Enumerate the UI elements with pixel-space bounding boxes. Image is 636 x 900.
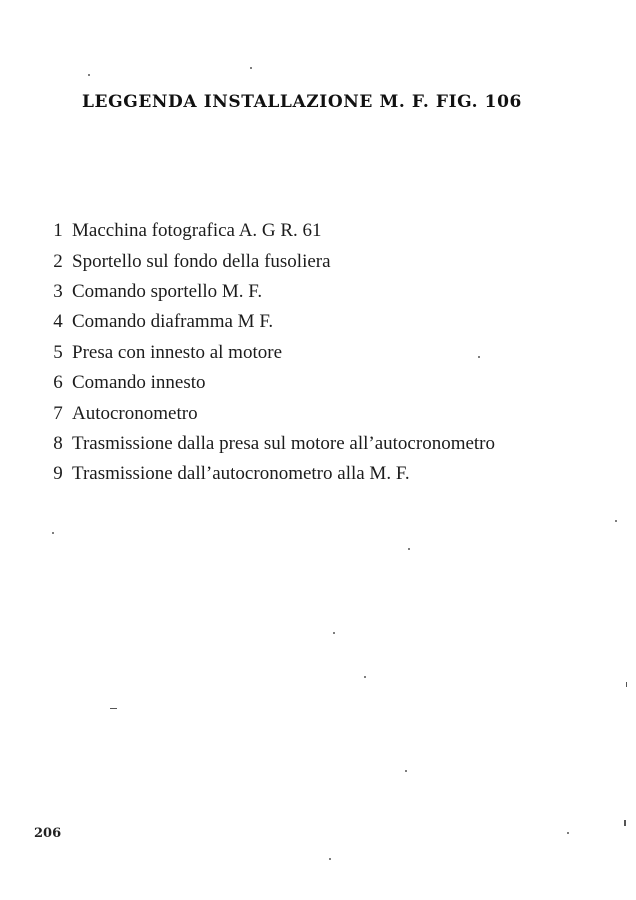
item-number: 6	[53, 372, 63, 394]
legend-item	[44, 459, 604, 489]
scan-speck	[329, 858, 331, 860]
item-text: Macchina fotografica A. G R. 61	[72, 220, 322, 242]
item-text: Sportello sul fondo della fusoliera	[72, 250, 331, 272]
page-number: 206	[34, 826, 62, 841]
item-text: Trasmissione dall’autocronometro alla M. F.	[72, 463, 410, 485]
scan-speck	[110, 708, 117, 709]
item-text: Comando innesto	[72, 372, 206, 394]
scan-speck	[250, 67, 252, 69]
item-number: 3	[53, 280, 63, 302]
scan-speck	[478, 356, 480, 358]
item-number: 7	[53, 402, 63, 424]
legend-item	[44, 216, 604, 246]
item-number: 5	[53, 341, 63, 363]
scan-speck	[626, 682, 627, 687]
scan-speck	[567, 832, 569, 834]
legend-title: LEGGENDA INSTALLAZIONE M. F. FIG. 106	[82, 92, 522, 112]
scan-speck	[615, 520, 617, 522]
legend-item	[44, 307, 604, 337]
legend-list	[44, 216, 604, 490]
scan-speck	[408, 548, 410, 550]
scan-speck	[364, 676, 366, 678]
scan-speck	[624, 820, 626, 826]
item-number: 4	[53, 311, 63, 333]
item-text: Trasmissione dalla presa sul motore all’autocronometro	[72, 432, 496, 454]
legend-item	[44, 277, 604, 307]
item-number: 2	[53, 250, 63, 272]
item-text: Comando diaframma M F.	[72, 311, 274, 333]
legend-item	[44, 429, 604, 459]
item-text: Autocronometro	[72, 402, 198, 424]
item-text: Comando sportello M. F.	[72, 280, 263, 302]
scan-speck	[333, 632, 335, 634]
item-number: 1	[53, 220, 63, 242]
legend-item	[44, 246, 604, 276]
item-number: 8	[53, 432, 63, 454]
legend-item	[44, 398, 604, 428]
item-text: Presa con innesto al motore	[72, 341, 283, 363]
legend-item	[44, 368, 604, 398]
scan-speck	[405, 770, 407, 772]
scan-speck	[52, 532, 54, 534]
item-number: 9	[53, 463, 63, 485]
scan-speck	[88, 74, 90, 76]
legend-item	[44, 338, 604, 368]
